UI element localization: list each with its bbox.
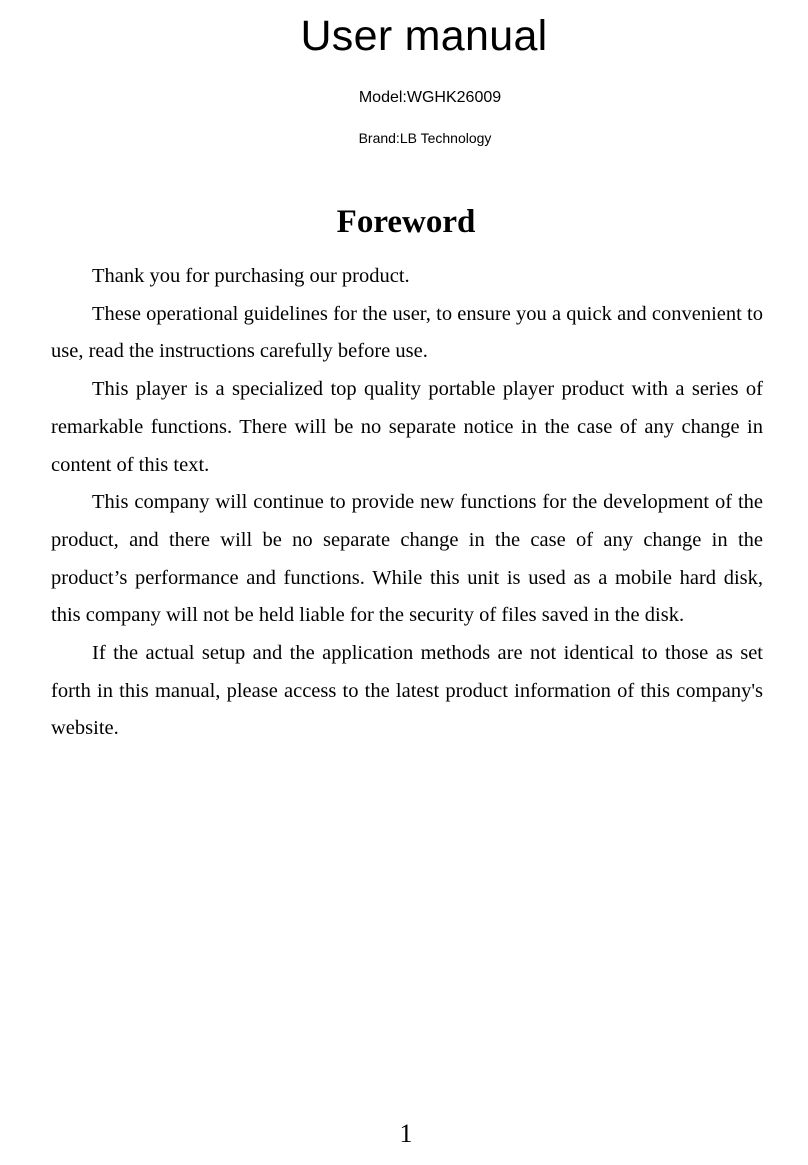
foreword-heading: Foreword <box>336 204 476 240</box>
foreword-body <box>51 258 763 748</box>
model-number: Model:WGHK26009 <box>358 89 502 106</box>
foreword-paragraph: If the actual setup and the application methods are not identical to those as set forth in this manual, please access to the latest product information of this company's website. <box>51 642 763 740</box>
foreword-paragraph: This company will continue to provide new functions for the development of the product, and there will be no separate change in the case of any change in the product’s performance and functions. While this unit is used as a mobile hard disk, this company will not be held liable for the security of files saved in the disk. <box>51 491 763 627</box>
page-number: 1 <box>399 1119 413 1148</box>
foreword-paragraph: Thank you for purchasing our product. <box>92 265 410 287</box>
brand-name: Brand:LB Technology <box>358 130 492 146</box>
document-title: User manual <box>300 12 548 60</box>
foreword-paragraph: These operational guidelines for the user, to ensure you a quick and convenient to use, read the instructions carefully before use. <box>51 302 763 363</box>
foreword-paragraph: This player is a specialized top quality portable player product with a series of remarkable functions. There will be no separate notice in the case of any change in content of this text. <box>51 378 763 476</box>
